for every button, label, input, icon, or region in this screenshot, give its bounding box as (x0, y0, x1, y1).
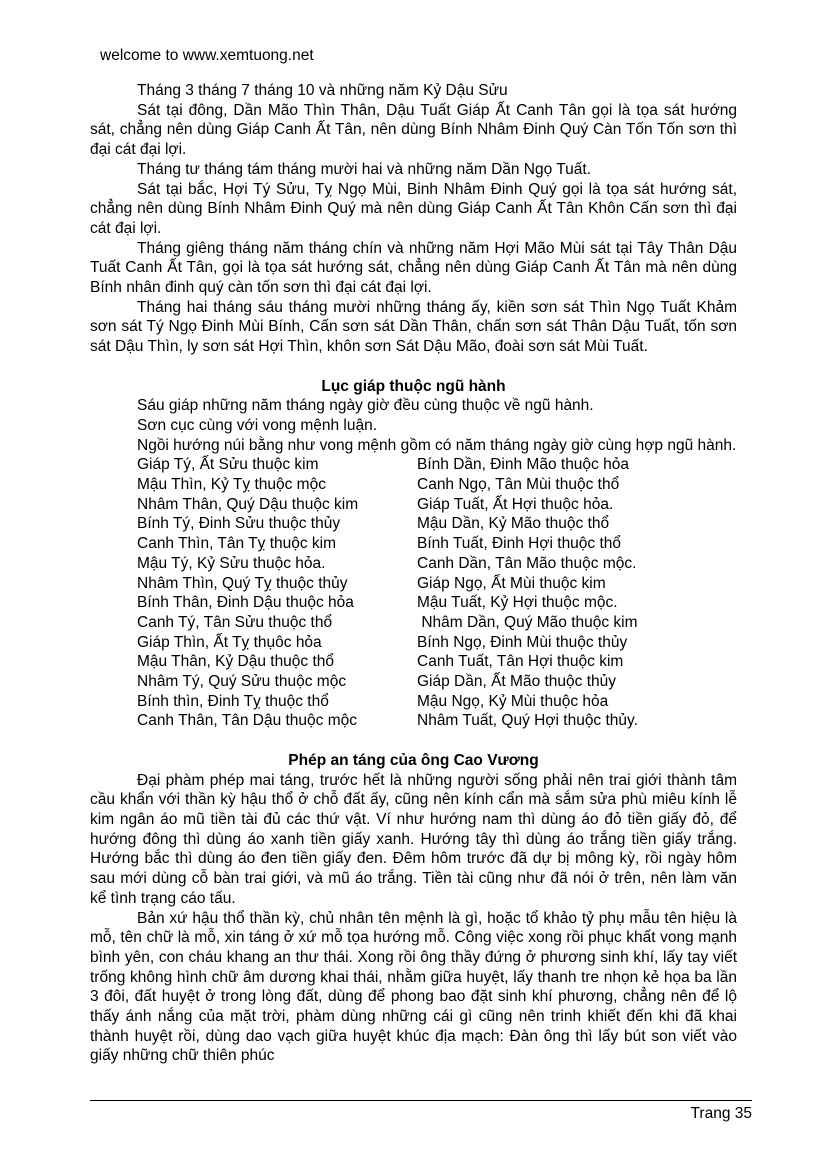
section-title-luc-giap: Lục giáp thuộc ngũ hành (321, 377, 506, 395)
pair-row (90, 613, 737, 633)
pair-right-cell: Nhâm Tuất, Quý Hợi thuộc thủy. (417, 712, 638, 730)
pair-left-cell: Canh Tý, Tân Sửu thuộc thổ (137, 613, 333, 631)
pair-row (90, 593, 737, 613)
paragraph: Bản xứ hậu thổ thần kỳ, chủ nhân tên mệnh là gì, hoặc tổ khảo tỷ phụ mẫu tên hiệu là mỗ, tên chữ là mỗ, xin táng ở xứ mỗ tọa hướng mỗ. Công việc xong rồi phục khất vong mạnh bình yên, con cháu khang an thư thái. Xong rồi ông thầy đứng ở phương sinh khí, lấy tay viết trống không hình chữ âm dương khai thái, nhằm giữa huyệt, lấy thanh tre nhọn kẻ họa ba lần 3 đôi, đất huyệt ở trong lòng đất, dùng để phong bao đặt sinh khí phương, chẳng nên để lộ thấy ánh nắng của mặt trời, phàm dùng những cái gì cũng nên trinh khiết đến khi đã khai thành huyệt rồi, dùng dao vạch giữa huyệt khúc địa mạch: Đàn ông thì lấy bút son viết vào giấy những chữ thiên phúc (90, 909, 737, 1065)
pair-row (90, 672, 737, 692)
pair-row (90, 475, 737, 495)
pair-row (90, 652, 737, 672)
pair-left-cell: Canh Thìn, Tân Tỵ thuộc kim (137, 535, 337, 553)
site-watermark: welcome to www.xemtuong.net (100, 47, 314, 64)
pair-left-cell: Bính Thân, Đinh Dậu thuộc hỏa (137, 594, 354, 612)
paragraph: Tháng tư tháng tám tháng mười hai và những năm Dần Ngọ Tuất. (137, 160, 592, 178)
paragraph: Tháng giêng tháng năm tháng chín và những năm Hợi Mão Mùi sát tại Tây Thân Dậu Tuất Canh Ất Tân, gọi là tọa sát hướng sát, chẳng nên dùng Giáp Canh Ất Tân mà nên dùng Bính nhân đinh quý càn tốn sơn thì đại cát đại lợi. (90, 239, 737, 297)
paragraph: Sát tại bắc, Hợi Tý Sửu, Tỵ Ngọ Mùi, Binh Nhâm Đinh Quý gọi là tọa sát hướng sát, chẳng nên dùng Bính Nhâm Đinh Quý mà nên dùng Giáp Canh Ất Tân Khôn Cấn sơn thì đại cát đại lợi. (90, 180, 737, 237)
pair-left-cell: Nhâm Thân, Quý Dậu thuộc kim (137, 495, 359, 513)
paragraph: Ngồi hướng núi bằng như vong mệnh gồm có năm tháng ngày giờ cùng hợp ngũ hành. (137, 436, 737, 454)
luc-giap-pair-list (90, 455, 737, 731)
vertical-spacer (90, 357, 737, 377)
pair-left-cell: Mậu Thân, Kỷ Dậu thuộc thổ (137, 653, 335, 671)
pair-row (90, 711, 737, 731)
pair-row (90, 495, 737, 515)
pair-row (90, 692, 737, 712)
pair-right-cell: Giáp Ngọ, Ất Mùi thuộc kim (417, 574, 606, 592)
paragraph: Tháng hai tháng sáu tháng mười những tháng ấy, kiền sơn sát Thìn Ngọ Tuất Khảm sơn sát Tý Ngọ Đinh Mùi Bính, Cấn sơn sát Dần Thân, chấn sơn sát Thân Dậu Tuất, tốn sơn sát Dậu Thìn, ly sơn sát Hợi Thìn, khôn sơn Sát Dậu Mão, đoài sơn sát Mùi Tuất. (90, 298, 737, 356)
pair-left-cell: Giáp Tý, Ất Sửu thuộc kim (137, 456, 319, 474)
pair-right-cell: Canh Ngọ, Tân Mùi thuộc thổ (417, 476, 620, 494)
pair-row (90, 633, 737, 653)
pair-right-cell: Canh Dần, Tân Mão thuộc mộc. (417, 554, 637, 572)
pair-left-cell: Giáp Thìn, Ất Tỵ thụôc hỏa (137, 633, 322, 651)
pair-left-cell: Nhâm Thìn, Quý Tỵ thuộc thủy (137, 574, 348, 592)
pair-right-cell: Canh Tuất, Tân Hợi thuộc kim (417, 653, 624, 671)
pair-right-cell: Mậu Dần, Kỷ Mão thuộc thổ (417, 515, 610, 533)
pair-left-cell: Bính thìn, Đinh Tỵ thuộc thổ (137, 692, 329, 710)
paragraph: Sát tại đông, Dần Mão Thìn Thân, Dậu Tuất Giáp Ất Canh Tân gọi là tọa sát hướng sát, chẳng nên dùng Giáp Canh Ất Tân, nên dùng Bính Nhâm Đinh Quý Càn Tốn Tốn sơn thì đại cát đại lợi. (90, 101, 737, 159)
pair-row (90, 514, 737, 534)
paragraph: Đại phàm phép mai táng, trước hết là những người sống phải nên trai giới thành tâm cầu khẩn với thần kỳ hậu thổ ở chỗ đất ấy, cũng nên kính cẩn mà sắm sửa phù miêu kính lễ kim ngân áo mũ tiền tài đủ các thứ vật. Ví như hướng nam thì dùng áo đỏ tiền giấy đỏ, để hướng đông thì dùng áo xanh tiền giấy xanh. Hướng tây thì dùng áo trắng tiền giấy trắng. Hướng bắc thì dùng áo đen tiền giấy đen. Đêm hôm trước đã dự bị mông kỳ, rồi ngày hôm sau mới dùng cỗ bàn trai giới, và mũ áo trắng. Tiền tài cũng như đã nói ở trên, nên làm văn kể tình trạng cáo tấu. (90, 771, 737, 907)
footer-divider (90, 1100, 752, 1101)
paragraph: Sáu giáp những năm tháng ngày giờ đều cùng thuộc về ngũ hành. (137, 397, 594, 415)
pair-right-cell: Bính Dần, Đinh Mão thuộc hỏa (417, 456, 629, 474)
pair-right-cell: Nhâm Dần, Quý Mão thuộc kim (417, 613, 638, 631)
pair-left-cell: Canh Thân, Tân Dậu thuộc mộc (137, 712, 358, 730)
pair-row (90, 534, 737, 554)
pair-left-cell: Bính Tý, Đinh Sửu thuộc thủy (137, 515, 341, 533)
pair-row (90, 574, 737, 594)
pair-right-cell: Bính Ngọ, Đinh Mùi thuộc thủy (417, 633, 628, 651)
pair-right-cell: Giáp Dần, Ất Mão thuộc thủy (417, 673, 617, 691)
pair-right-cell: Bính Tuất, Đinh Hợi thuộc thổ (417, 535, 622, 553)
pair-right-cell: Mậu Tuất, Kỷ Hợi thuộc mộc. (417, 594, 618, 612)
pair-row (90, 455, 737, 475)
pair-row (90, 554, 737, 574)
page-body (90, 81, 737, 1066)
page-number: Trang 35 (690, 1105, 752, 1122)
paragraph: Sơn cục cùng với vong mệnh luận. (137, 416, 378, 434)
pair-left-cell: Mậu Thìn, Kỷ Tỵ thuộc mộc (137, 476, 326, 494)
section-title-phep-an-tang: Phép an táng của ông Cao Vương (288, 751, 539, 769)
pair-right-cell: Mậu Ngọ, Kỷ Mùi thuộc hỏa (417, 692, 609, 710)
pair-right-cell: Giáp Tuất, Ất Hợi thuộc hỏa. (417, 495, 614, 513)
pair-left-cell: Nhâm Tý, Quý Sửu thuộc mộc (137, 673, 347, 691)
paragraph: Tháng 3 tháng 7 tháng 10 và những năm Kỷ Dậu Sửu (137, 82, 508, 99)
vertical-spacer (90, 731, 737, 751)
pair-left-cell: Mậu Tý, Kỷ Sửu thuộc hỏa. (137, 554, 326, 572)
